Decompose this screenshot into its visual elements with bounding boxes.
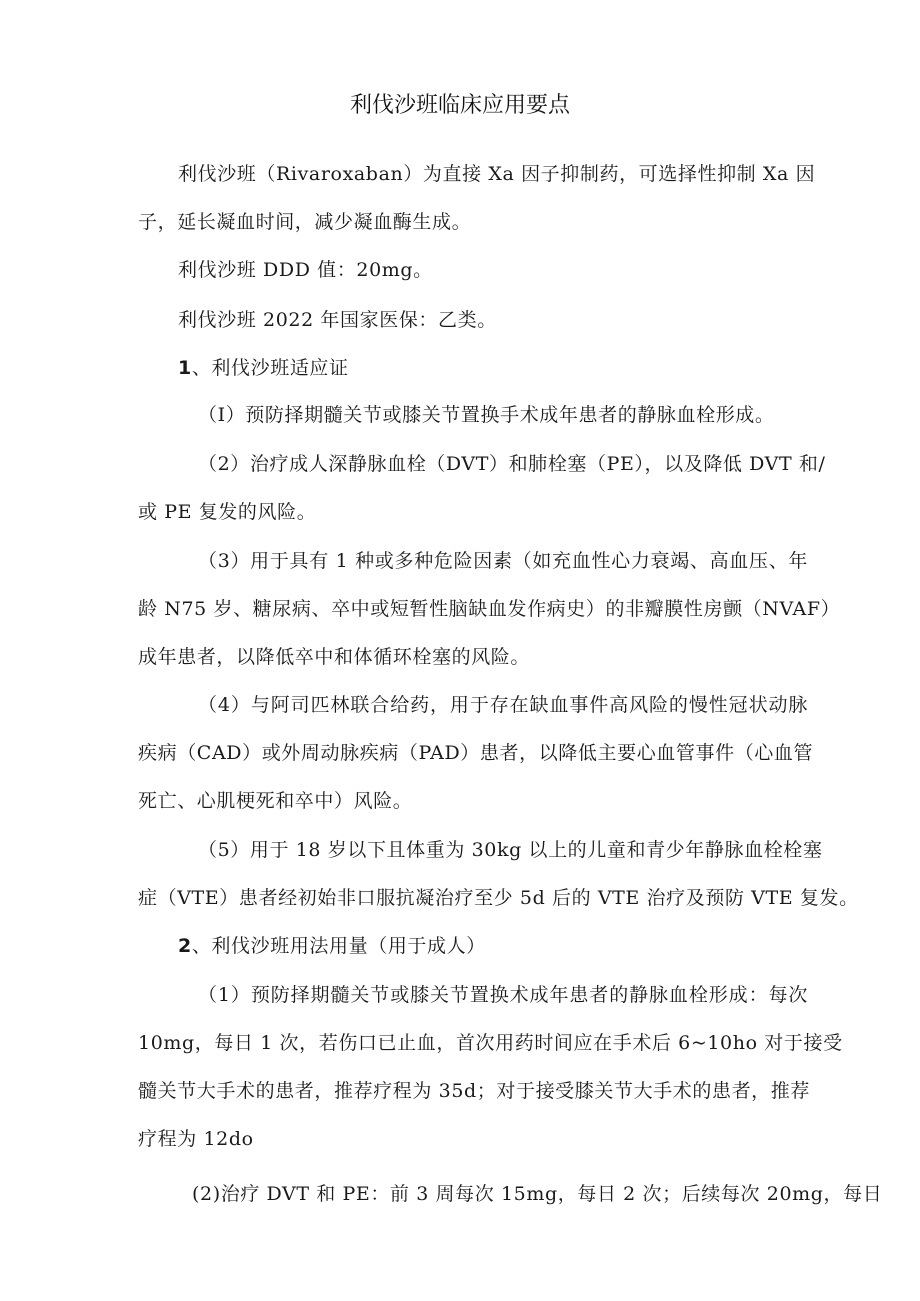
indication-item-4-line-3: 死亡、心肌梗死和卒中）风险。 bbox=[138, 790, 413, 812]
dosage-item-1-line-4: 疗程为 12do bbox=[138, 1128, 254, 1150]
indication-item-3-line-1: （3）用于具有 1 种或多种危险因素（如充血性心力衰竭、高血压、年 bbox=[198, 550, 808, 572]
indication-item-5-line-1: （5）用于 18 岁以下且体重为 30kg 以上的儿童和青少年静脉血栓栓塞 bbox=[198, 839, 823, 861]
indication-item-4-line-1: （4）与阿司匹林联合给药，用于存在缺血事件高风险的慢性冠状动脉 bbox=[198, 694, 808, 716]
dosage-item-1-line-3: 髓关节大手术的患者，推荐疗程为 35d；对于接受膝关节大手术的患者，推荐 bbox=[138, 1080, 810, 1102]
dosage-item-2-line-1: (2)治疗 DVT 和 PE：前 3 周每次 15mg，每日 2 次；后续每次 20mg，每日 bbox=[192, 1183, 883, 1205]
indication-item-1: （I）预防择期髓关节或膝关节置换手术成年患者的静脉血栓形成。 bbox=[198, 404, 775, 426]
indication-item-2-line-1: （2）治疗成人深静脉血栓（DVT）和肺栓塞（PE），以及降低 DVT 和/ bbox=[198, 453, 826, 475]
section-2-heading bbox=[178, 932, 808, 960]
intro-paragraph-line-2: 子，延长凝血时间，减少凝血酶生成。 bbox=[138, 211, 472, 233]
section-2-heading-text: 、利伐沙班用法用量（用于成人） bbox=[191, 935, 486, 957]
indication-item-4-line-2: 疾病（CAD）或外周动脉疾病（PAD）患者，以降低主要心血管事件（心血管 bbox=[138, 742, 814, 764]
indication-item-5-line-2: 症（VTE）患者经初始非口服抗凝治疗至少 5d 后的 VTE 治疗及预防 VTE 复发。 bbox=[138, 887, 859, 909]
indication-item-3-line-2: 龄 N75 岁、糖尿病、卒中或短暂性脑缺血发作病史）的非瓣膜性房颤（NVAF） bbox=[138, 598, 841, 620]
section-2-number: 2 bbox=[178, 935, 192, 957]
insurance-paragraph: 利伐沙班 2022 年国家医保：乙类。 bbox=[178, 309, 497, 331]
dosage-item-1-line-2: 10mg，每日 1 次，若伤口已止血，首次用药时间应在手术后 6~10ho 对于接受 bbox=[138, 1032, 843, 1054]
section-1-number: 1 bbox=[178, 357, 192, 379]
section-1-heading bbox=[178, 354, 808, 382]
intro-paragraph-line-1: 利伐沙班（Rivaroxaban）为直接 Xa 因子抑制药，可选择性抑制 Xa 因 bbox=[178, 163, 816, 185]
indication-item-2-line-2: 或 PE 复发的风险。 bbox=[138, 501, 317, 523]
ddd-value-paragraph: 利伐沙班 DDD 值：20mg。 bbox=[178, 259, 433, 281]
indication-item-3-line-3: 成年患者，以降低卒中和体循环栓塞的风险。 bbox=[138, 646, 531, 668]
section-1-heading-text: 、利伐沙班适应证 bbox=[191, 357, 349, 379]
dosage-item-1-line-1: （1）预防择期髓关节或膝关节置换术成年患者的静脉血栓形成：每次 bbox=[198, 984, 808, 1006]
document-title: 利伐沙班临床应用要点 bbox=[349, 93, 570, 118]
